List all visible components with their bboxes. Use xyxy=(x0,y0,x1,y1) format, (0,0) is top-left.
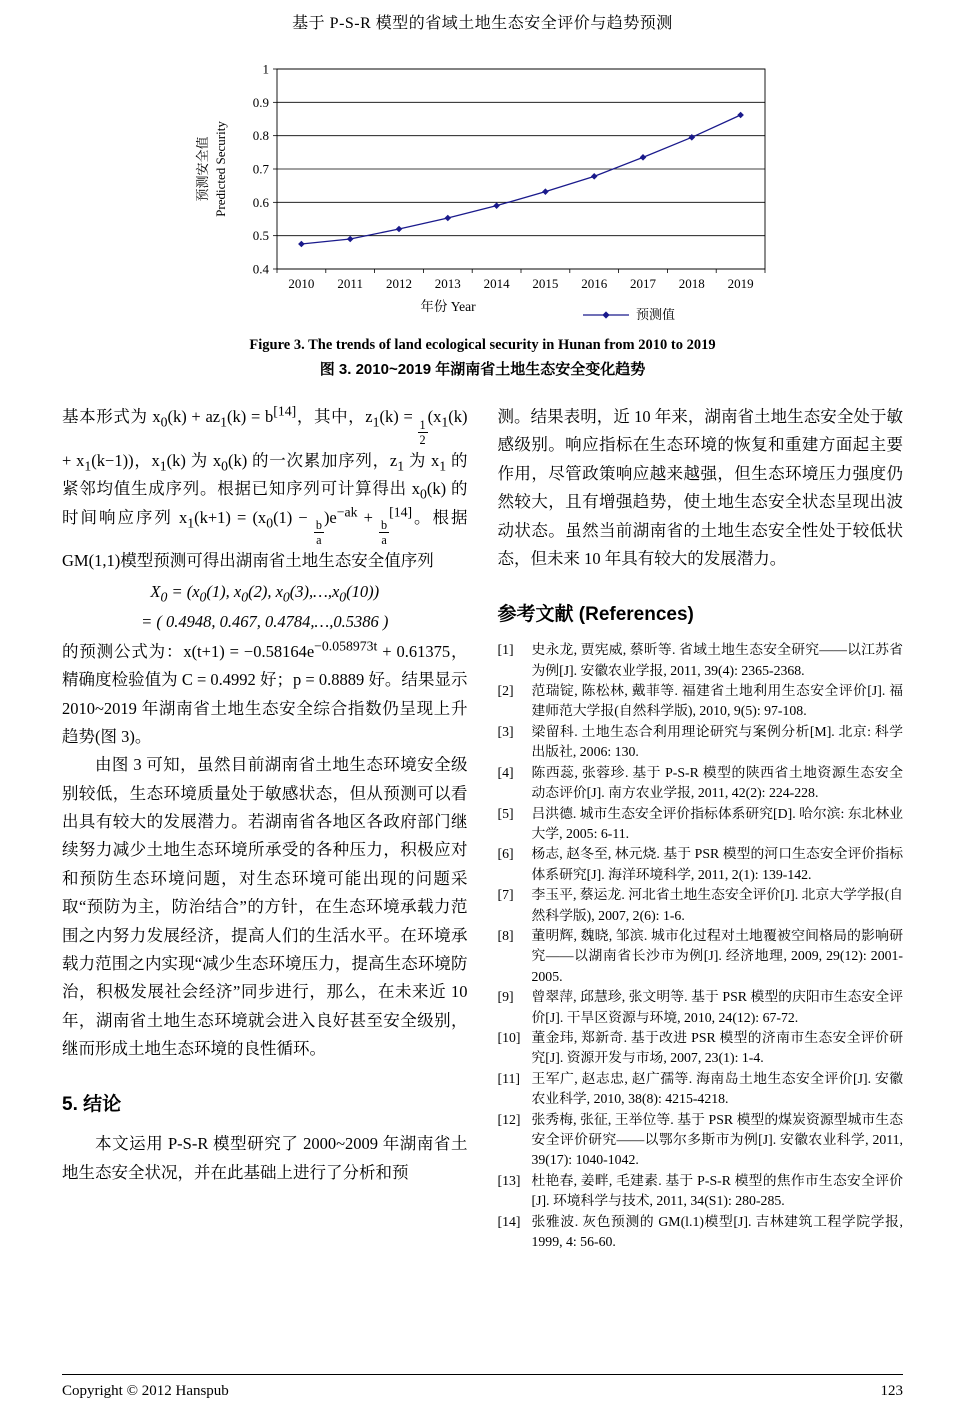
x-tick-label: 2013 xyxy=(434,276,461,291)
paragraph-conclusion: 本文运用 P-S-R 模型研究了 2000~2009 年湖南省土地生态安全状况，并在此基础上进行了分析和预 xyxy=(62,1134,468,1182)
reference-text: 陈西蕊, 张蓉珍. 基于 P-S-R 模型的陕西省土地资源生态安全动态评价[J]. 南方农业学报, 2011, 42(2): 224-228. xyxy=(531,764,903,801)
reference-number: [11] xyxy=(497,1070,520,1086)
y-tick-label: 0.6 xyxy=(252,194,269,210)
data-marker xyxy=(298,241,305,248)
reference-text: 吕洪德. 城市生态安全评价指标体系研究[D]. 哈尔滨: 东北林业大学, 2005: 6-11. xyxy=(531,805,903,841)
reference-text: 梁留科. 土地生态合利用理论研究与案例分析[M]. 北京: 科学出版社, 2006: 130. xyxy=(531,723,903,760)
line-chart-svg xyxy=(193,57,773,329)
x-tick-label: 2015 xyxy=(531,276,558,291)
x-tick-label: 2014 xyxy=(483,276,510,291)
reference-item xyxy=(498,1028,904,1069)
reference-text: 董明辉, 魏晓, 邹滨. 城市化过程对土地覆被空间格局的影响研究——以湖南省长沙市为例[J]. 经济地理, 2009, 29(12): 2001-2005. xyxy=(531,927,903,984)
x-tick-label: 2018 xyxy=(678,276,705,291)
x-tick-label: 2019 xyxy=(727,276,754,291)
reference-text: 王军广, 赵志忠, 赵广孺等. 海南岛土地生态安全评价[J]. 安徽农业科学, 2010, 38(8): 4215-4218. xyxy=(531,1070,903,1107)
x-tick-label: 2017 xyxy=(629,276,656,291)
reference-text: 张雅波. 灰色预测的 GM(l.1)模型[J]. 吉林建筑工程学院学报, 1999, 4: 56-60. xyxy=(531,1213,903,1250)
reference-number: [3] xyxy=(497,723,514,739)
x-tick-label: 2016 xyxy=(580,276,607,291)
paragraph-prediction: 的预测公式为：$x(t+1) = -0.58164e^{-0.058973t} + 0.61375$，精确度检验值为 C = 0.4992 好；p = 0.8889 好。结果显示 2010~2019 年湖南省土地生态安全综合指数仍呈现上升趋势(图 3)。 xyxy=(62,638,468,746)
figure-caption-zh: 图 3. 2010~2019 年湖南省土地生态安全变化趋势 xyxy=(319,361,646,378)
data-marker xyxy=(444,215,451,222)
reference-text: 曾翠萍, 邱慧珍, 张文明等. 基于 PSR 模型的庆阳市生态安全评价[J]. 干旱区资源与环境, 2010, 24(12): 67-72. xyxy=(531,989,903,1025)
reference-item xyxy=(498,1212,904,1253)
reference-text: 范瑞锭, 陈松林, 戴菲等. 福建省土地利用生态安全评价[J]. 福建师范大学报(自然科学版), 2010, 9(5): 97-108. xyxy=(531,683,903,719)
figure-caption-en: Figure 3. The trends of land ecological security in Hunan from 2010 to 2019 xyxy=(249,337,716,353)
data-marker xyxy=(590,173,597,180)
reference-item xyxy=(498,640,904,681)
y-axis-label-zh: 预测安全值 xyxy=(194,136,210,202)
reference-item xyxy=(498,763,904,804)
reference-item xyxy=(498,1069,904,1110)
reference-item xyxy=(498,804,904,845)
reference-number: [9] xyxy=(497,989,514,1005)
reference-number: [6] xyxy=(497,846,514,862)
reference-text: 董金玮, 郑新奇. 基于改进 PSR 模型的济南市生态安全评价研究[J]. 资源开发与市场, 2007, 23(1): 1-4. xyxy=(531,1029,903,1066)
x-tick-label: 2012 xyxy=(385,276,412,291)
reference-number: [4] xyxy=(497,764,514,780)
reference-item xyxy=(498,885,904,926)
reference-item xyxy=(498,926,904,987)
y-tick-label: 0.7 xyxy=(252,161,269,177)
reference-number: [5] xyxy=(497,805,514,821)
reference-text: 杜艳春, 姜畔, 毛建素. 基于 P-S-R 模型的焦作市生态安全评价[J]. 环境科学与技术, 2011, 34(S1): 280-285. xyxy=(531,1172,903,1209)
footer-copyright: Copyright © 2012 Hanspub xyxy=(62,1383,229,1399)
y-tick-label: 0.4 xyxy=(252,261,269,277)
reference-text: 史永龙, 贾宪威, 蔡昕等. 省域土地生态安全研究——以江苏省为例[J]. 安徽农业学报, 2011, 39(4): 2365-2368. xyxy=(531,642,903,678)
left-column xyxy=(62,403,468,1187)
reference-number: [13] xyxy=(497,1172,521,1188)
x-tick-label: 2011 xyxy=(336,276,363,291)
conclusion-heading: 5. 结论 xyxy=(62,1094,122,1116)
paragraph-results: 测。结果表明，近 10 年来，湖南省土地生态安全处于敏感级别。响应指标在生态环境的恢复和重建方面起主要作用，尽管政策响应越来越强，但生态环境压力强度仍然较大，且有增强趋势，使土地生态安全状态呈现出波动状态。虽然当前湖南省的土地生态安全性处于较低状态，但未来 10 年具有较大的发展潜力。 xyxy=(497,407,903,568)
data-marker xyxy=(639,154,646,161)
reference-item xyxy=(498,722,904,763)
data-marker xyxy=(346,236,353,243)
y-tick-label: 0.9 xyxy=(252,94,269,110)
data-marker xyxy=(395,226,402,233)
y-axis-label-en: Predicted Security xyxy=(212,121,228,217)
paragraph-model-intro: 基本形式为 $x_0(k) + az_1(k) = b[14]$，其中，$z_1(k)$ = $\frac{1}{2}$ $(x_1(k) + x_1(k-1))$，$x_1(k)$ 为 $x_0(k)$ 的一次累加序列，$z_1$ 为 $x_1$ 的紧邻均值生成序列。根据已知序列可计算得出 $x_0(k)$ 的时间响应序列 $x_1(k+1) = (x_0(1)$ − $\frac{b}{a}$ )$e^{-ak}$ + $\frac{b}{a}$ [14]。根据 GM(1,1)模型预测可得出湖南省土地生态安全值序列 xyxy=(62,403,468,571)
legend-marker xyxy=(602,311,609,318)
data-marker xyxy=(688,134,695,141)
data-marker xyxy=(542,188,549,195)
reference-item xyxy=(498,681,904,722)
data-marker xyxy=(737,112,744,119)
reference-item xyxy=(498,1171,904,1212)
formula-values: = ( 0.4948, 0.467, 0.4784,…,0.5386 ) xyxy=(141,611,389,631)
figure-block xyxy=(62,57,903,379)
references-list xyxy=(498,640,904,1252)
reference-number: [2] xyxy=(497,683,514,699)
reference-number: [1] xyxy=(497,642,514,658)
x-tick-label: 2010 xyxy=(287,276,314,291)
reference-number: [14] xyxy=(497,1213,521,1229)
reference-text: 张秀梅, 张征, 王举位等. 基于 PSR 模型的煤炭资源型城市生态安全评价研究——以鄂尔多斯市为例[J]. 安徽农业科学, 2011, 39(17): 1040-1042. xyxy=(531,1111,903,1168)
x-axis-label: 年份 Year xyxy=(419,299,476,314)
y-tick-label: 0.8 xyxy=(252,128,269,144)
legend-label: 预测值 xyxy=(635,307,675,322)
reference-item xyxy=(498,1110,904,1171)
reference-number: [7] xyxy=(497,887,514,903)
reference-item xyxy=(498,987,904,1028)
reference-number: [8] xyxy=(497,927,514,943)
reference-item xyxy=(498,844,904,885)
paragraph-discussion: 由图 3 可知，虽然目前湖南省土地生态环境安全级别较低，生态环境质量处于敏感状态，但从预测可以看出具有较大的发展潜力。若湖南省各地区各政府部门继续努力减少土地生态环境所承受的各种压力，积极应对和预防生态环境问题，对生态环境可能出现的问题采取“预防为主，防治结合”的方针，在生态环境承载力范围之内努力发展经济，提高人们的生活水平。在环境承载力范围之内实现“减少生态环境压力，提高生态环境防治，积极发展社会经济”同步进行，那么，在未来近 10 年，湖南省土地生态环境就会进入良好甚至安全级别，继而形成土地生态环境的良性循环。 xyxy=(62,755,468,1058)
data-line xyxy=(301,115,740,244)
reference-text: 杨志, 赵冬至, 林元烧. 基于 PSR 模型的河口生态安全评价指标体系研究[J]. 海洋环境科学, 2011, 2(1): 139-142. xyxy=(531,846,903,882)
references-heading: 参考文献 (References) xyxy=(497,604,694,626)
page-header-title: 基于 P-S-R 模型的省域土地生态安全评价与趋势预测 xyxy=(292,15,673,32)
reference-text: 李玉平, 蔡运龙. 河北省土地生态安全评价[J]. 北京大学学报(自然科学版), 2007, 2(6): 1-6. xyxy=(531,887,903,923)
data-marker xyxy=(493,202,500,209)
formula-sequence: $X_0 = (x_0(1)$, $x_0(2)$, $x_0(3),\dots,x_0(10)$) xyxy=(150,581,380,604)
page-number: 123 xyxy=(880,1383,903,1399)
reference-number: [12] xyxy=(497,1111,521,1127)
two-column-body xyxy=(62,403,903,1252)
page-footer xyxy=(62,1374,903,1400)
right-column xyxy=(498,403,904,1252)
y-tick-label: 1 xyxy=(262,61,269,77)
reference-number: [10] xyxy=(497,1029,521,1045)
y-tick-label: 0.5 xyxy=(252,228,269,244)
